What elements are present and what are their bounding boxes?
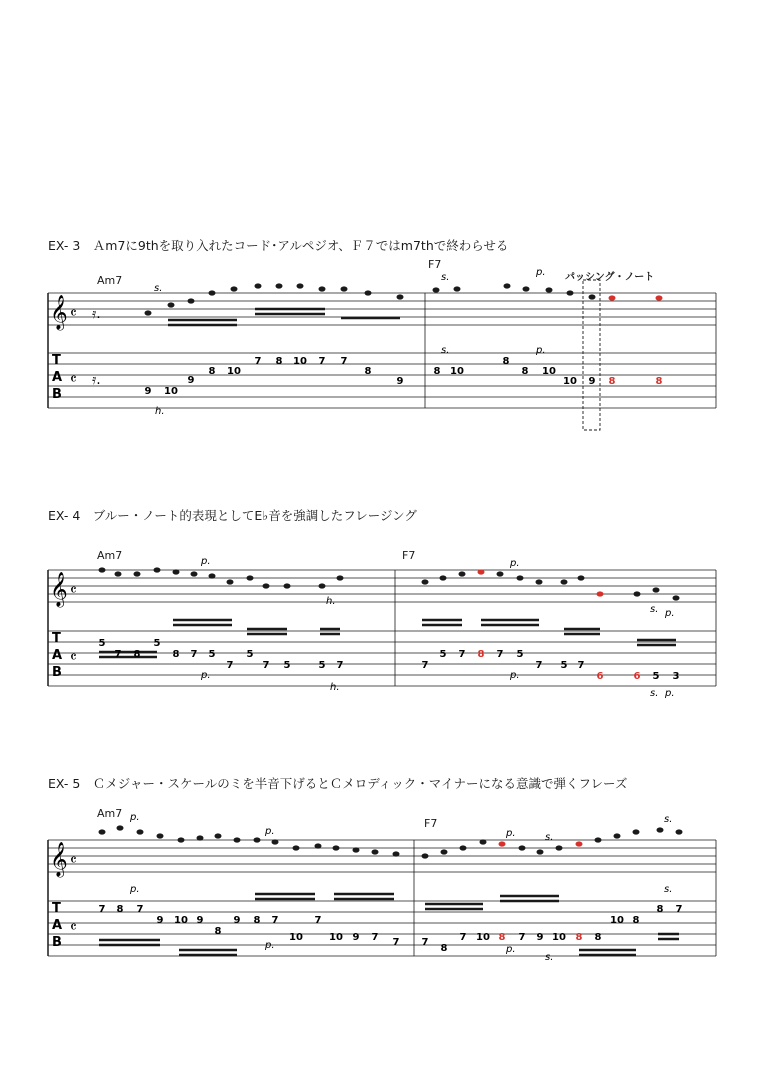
svg-text:p.: p. [506, 828, 516, 839]
svg-text:p.: p. [536, 267, 546, 278]
treble-clef-icon: 𝄞 [50, 572, 68, 607]
svg-text:9: 9 [352, 932, 360, 943]
svg-text:10: 10 [293, 356, 307, 367]
svg-text:10: 10 [329, 932, 343, 943]
rest-icon: 𝄿. [92, 306, 101, 322]
svg-text:A: A [52, 918, 63, 933]
svg-text:8: 8 [521, 366, 529, 377]
tab-numbers [99, 904, 683, 954]
svg-text:7: 7 [262, 660, 270, 671]
svg-text:8: 8 [632, 915, 640, 926]
svg-text:B: B [52, 935, 62, 950]
svg-text:10: 10 [227, 366, 241, 377]
svg-text:5: 5 [153, 638, 161, 649]
svg-text:5: 5 [98, 638, 106, 649]
svg-text:s.: s. [154, 283, 163, 294]
svg-text:5: 5 [439, 649, 447, 660]
svg-text:8: 8 [275, 356, 283, 367]
svg-text:10: 10 [164, 386, 178, 397]
svg-text:p.: p. [130, 812, 140, 823]
chord-label: Am7 [97, 549, 123, 562]
example-title: EX- 5 Ｃメジャー・スケールのミを半音下げるとＣメロディック・マイナーになる意識で弾くフレーズ [48, 776, 628, 791]
svg-text:8: 8 [440, 943, 448, 954]
svg-text:7: 7 [496, 649, 504, 660]
svg-text:7: 7 [271, 915, 279, 926]
svg-text:7: 7 [190, 649, 198, 660]
svg-text:p.: p. [536, 345, 546, 356]
svg-text:5: 5 [246, 649, 254, 660]
svg-text:7: 7 [459, 932, 467, 943]
highlight-notes [499, 841, 583, 846]
svg-text:10: 10 [542, 366, 556, 377]
svg-text:7: 7 [392, 937, 400, 948]
svg-text:5: 5 [652, 671, 660, 682]
svg-text:p.: p. [265, 826, 275, 837]
svg-text:8: 8 [594, 932, 602, 943]
common-time-icon: 𝄴 [70, 851, 77, 869]
chord-label: F7 [428, 258, 442, 271]
svg-text:p.: p. [510, 670, 520, 681]
svg-text:s.: s. [664, 884, 673, 895]
svg-text:9: 9 [156, 915, 164, 926]
svg-text:s.: s. [545, 832, 554, 843]
example-title: EX- 4 ブルー・ノート的表現としてE♭音を強調したフレージング [48, 508, 417, 523]
svg-text:8: 8 [133, 649, 141, 660]
chord-label: Am7 [97, 274, 123, 287]
svg-text:7: 7 [675, 904, 683, 915]
chord-label: F7 [424, 817, 438, 830]
notehead-group [99, 825, 683, 858]
svg-text:8: 8 [116, 904, 124, 915]
svg-text:A: A [52, 370, 63, 385]
svg-text:p.: p. [265, 940, 275, 951]
tab-clef-icon [52, 901, 62, 950]
svg-text:h.: h. [326, 596, 336, 607]
svg-text:s.: s. [650, 604, 659, 615]
svg-text:7: 7 [98, 904, 106, 915]
svg-text:8: 8 [208, 366, 216, 377]
svg-text:T: T [52, 901, 61, 916]
svg-text:10: 10 [289, 932, 303, 943]
svg-text:T: T [52, 353, 61, 368]
svg-text:8: 8 [608, 376, 616, 387]
svg-text:9: 9 [144, 386, 152, 397]
chord-label: F7 [402, 549, 416, 562]
svg-text:T: T [52, 631, 61, 646]
treble-clef-icon: 𝄞 [50, 842, 68, 877]
svg-text:h.: h. [330, 682, 340, 693]
svg-text:8: 8 [498, 932, 506, 943]
svg-text:A: A [52, 648, 63, 663]
svg-text:8: 8 [253, 915, 261, 926]
svg-text:8: 8 [502, 356, 510, 367]
svg-text:7: 7 [254, 356, 262, 367]
svg-text:7: 7 [340, 356, 348, 367]
svg-text:8: 8 [575, 932, 583, 943]
svg-text:p.: p. [201, 556, 211, 567]
svg-text:7: 7 [518, 932, 526, 943]
svg-text:7: 7 [336, 660, 344, 671]
svg-text:p.: p. [665, 688, 675, 699]
svg-text:7: 7 [421, 937, 429, 948]
svg-text:9: 9 [536, 932, 544, 943]
svg-text:7: 7 [226, 660, 234, 671]
svg-text:p.: p. [130, 884, 140, 895]
svg-text:10: 10 [174, 915, 188, 926]
svg-text:7: 7 [136, 904, 144, 915]
svg-text:10: 10 [450, 366, 464, 377]
svg-text:5: 5 [208, 649, 216, 660]
svg-text:9: 9 [187, 375, 195, 386]
svg-text:8: 8 [477, 649, 485, 660]
svg-text:p.: p. [510, 558, 520, 569]
svg-text:10: 10 [476, 932, 490, 943]
svg-text:7: 7 [371, 932, 379, 943]
svg-text:8: 8 [214, 926, 222, 937]
svg-text:7: 7 [535, 660, 543, 671]
svg-text:8: 8 [172, 649, 180, 660]
svg-text:7: 7 [318, 356, 326, 367]
svg-text:3: 3 [672, 671, 680, 682]
svg-text:7: 7 [314, 915, 322, 926]
svg-text:5: 5 [283, 660, 291, 671]
svg-text:h.: h. [155, 406, 165, 417]
chord-label: Am7 [97, 807, 123, 820]
svg-text:10: 10 [552, 932, 566, 943]
svg-text:7: 7 [114, 649, 122, 660]
svg-text:9: 9 [396, 376, 404, 387]
treble-clef-icon: 𝄞 [50, 295, 68, 330]
common-time-icon: 𝄴 [70, 581, 77, 599]
svg-text:5: 5 [318, 660, 326, 671]
svg-text:s.: s. [664, 814, 673, 825]
svg-text:8: 8 [433, 366, 441, 377]
svg-text:9: 9 [233, 915, 241, 926]
svg-text:s.: s. [650, 688, 659, 699]
svg-text:7: 7 [421, 660, 429, 671]
svg-text:8: 8 [656, 904, 664, 915]
svg-text:s.: s. [441, 345, 450, 356]
tab-staff [48, 901, 716, 956]
svg-text:6: 6 [633, 671, 641, 682]
svg-text:9: 9 [588, 376, 596, 387]
svg-text:10: 10 [610, 915, 624, 926]
svg-text:10: 10 [563, 376, 577, 387]
svg-text:p.: p. [506, 944, 516, 955]
svg-text:8: 8 [655, 376, 663, 387]
common-time-icon: 𝄴 [70, 304, 77, 322]
svg-text:7: 7 [577, 660, 585, 671]
svg-text:5: 5 [560, 660, 568, 671]
example-title: EX- 3 Ａm7に9thを取り入れたコード･アルペジオ、Ｆ７ではm7thで終わらせる [48, 238, 509, 253]
svg-text:5: 5 [516, 649, 524, 660]
svg-text:7: 7 [458, 649, 466, 660]
svg-text:p.: p. [665, 608, 675, 619]
common-time-icon: 𝄴 [70, 918, 77, 936]
svg-text:B: B [52, 387, 62, 402]
rest-icon: 𝄿. [92, 372, 101, 388]
svg-text:6: 6 [596, 671, 604, 682]
svg-text:s.: s. [545, 952, 554, 963]
svg-text:B: B [52, 665, 62, 680]
passing-note-annotation: パッシング・ノート [565, 272, 655, 283]
common-time-icon: 𝄴 [70, 370, 77, 388]
svg-text:p.: p. [201, 670, 211, 681]
articulation-marks [129, 812, 672, 963]
svg-text:8: 8 [364, 366, 372, 377]
common-time-icon: 𝄴 [70, 648, 77, 666]
svg-text:s.: s. [441, 272, 450, 283]
svg-text:9: 9 [196, 915, 204, 926]
